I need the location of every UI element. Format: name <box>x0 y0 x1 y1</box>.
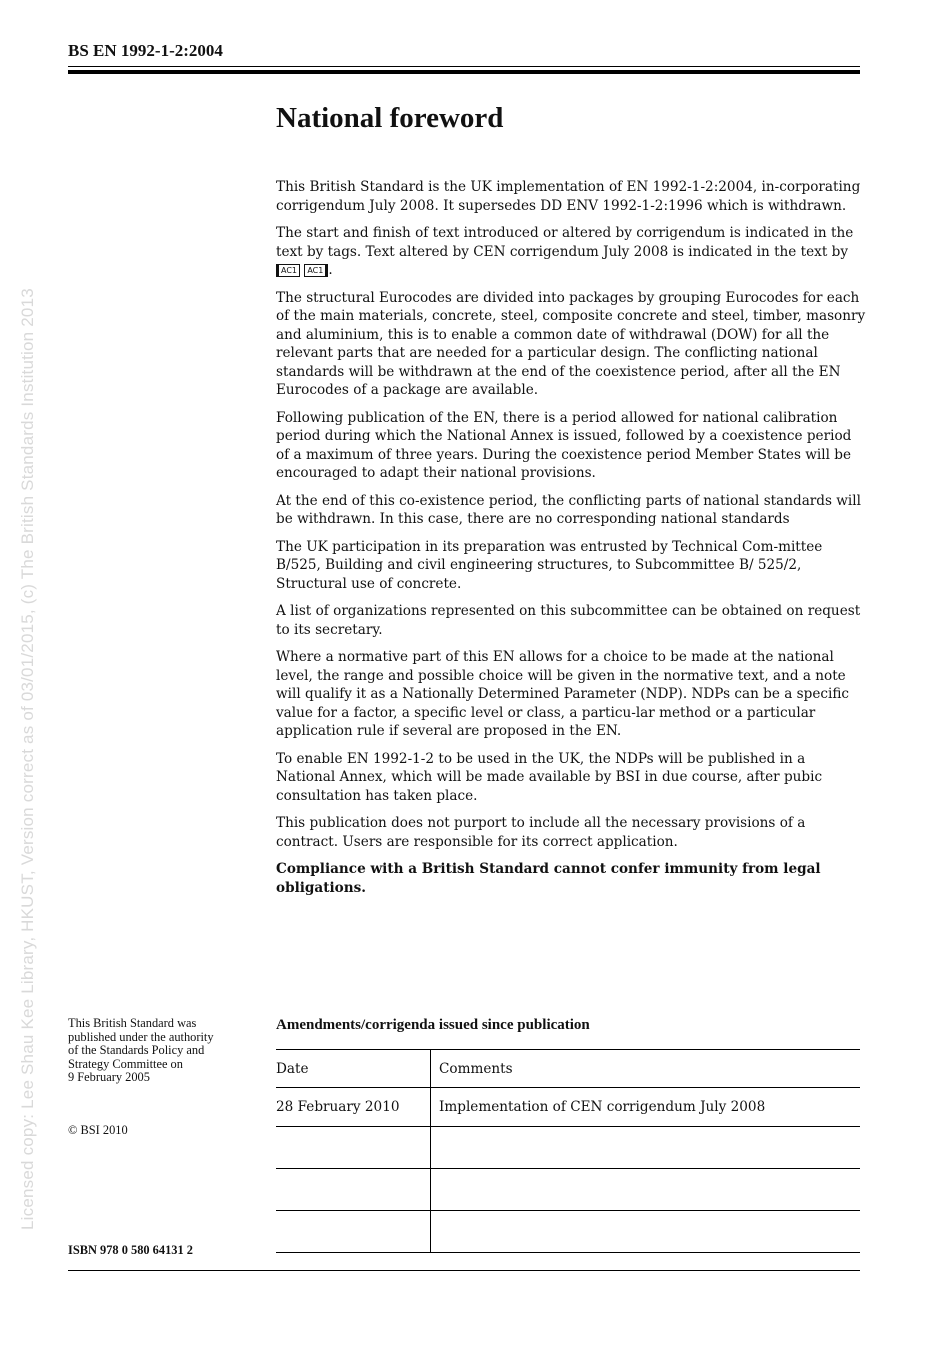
publication-note-line: of the Standards Policy and <box>68 1043 205 1057</box>
paragraph-eurocode-packages: The structural Eurocodes are divided into packages by grouping Eurocodes for each of the main materials, concrete, steel, composite concrete and steel, timber, masonry and aluminium, this is to enable a common date of withdrawal (DOW) for all the relevant parts that are needed for a particular design. The conflicting national standards will be withdrawn at the end of the coexistence period, after all the EN Eurocodes of a package are available. <box>276 289 866 398</box>
paragraph-coexistence-end: At the end of this co-existence period, the conflicting parts of national standards will be withdrawn. In this case, there are no corresponding national standards <box>276 492 861 527</box>
empty-cell <box>431 1169 861 1211</box>
empty-cell <box>276 1127 431 1169</box>
publication-note-line: This British Standard was <box>68 1016 197 1030</box>
paragraph-corrigendum-tags <box>276 224 866 280</box>
amendment-date: 28 February 2010 <box>276 1088 431 1127</box>
empty-cell <box>276 1211 431 1253</box>
paragraph-national-annex: To enable EN 1992-1-2 to be used in the UK, the NDPs will be published in a National Annex, which will be made available by BSI in due course, after pubic consultation has taken place. <box>276 750 823 804</box>
foreword-body <box>276 178 866 906</box>
corrigendum-open-tag-icon: AC1 <box>276 264 300 277</box>
paragraph-publication-period: Following publication of the EN, there is a period allowed for national calibration period during which the National Annex is issued, followed by a coexistence period of a maximum of three years. During the coexistence period Member States will be encouraged to adapt their national provisions. <box>276 409 852 481</box>
table-header-row <box>276 1050 860 1088</box>
license-watermark: Licensed copy: Lee Shau Kee Library, HKUST, Version correct as of 03/01/2015, (c) The British Standards Institution 2013 <box>18 288 37 1230</box>
header-rule-thick <box>68 70 860 74</box>
paragraph-uk-participation: The UK participation in its preparation was entrusted by Technical Com-mittee B/525, Building and civil engineering structures, to Subcommittee B/ 525/2, Structural use of concrete. <box>276 538 823 592</box>
isbn: ISBN 978 0 580 64131 2 <box>68 1243 193 1257</box>
amendment-comment: Implementation of CEN corrigendum July 2008 <box>431 1088 861 1127</box>
date-column-header: Date <box>276 1050 431 1088</box>
paragraph-corrigendum-text: The start and finish of text introduced or altered by corrigendum is indicated in the text by tags. Text altered by CEN corrigendum July 2008 is indicated in the text by <box>276 225 854 260</box>
paragraph-contract: This publication does not purport to include all the necessary provisions of a contract. Users are responsible for its correct application. <box>276 815 806 850</box>
publication-note <box>68 1017 258 1085</box>
amendments-table <box>276 1049 860 1253</box>
publication-note-line: published under the authority <box>68 1029 214 1044</box>
document-id: BS EN 1992-1-2:2004 <box>68 41 223 60</box>
publication-note-line: 9 February 2005 <box>68 1070 150 1084</box>
paragraph-corrigendum-end: . <box>328 262 333 278</box>
paragraph-organizations: A list of organizations represented on this subcommittee can be obtained on request to its secretary. <box>276 603 861 638</box>
table-row-empty <box>276 1211 860 1253</box>
header-rule-thin <box>68 66 860 67</box>
table-row <box>276 1088 860 1127</box>
table-row-empty <box>276 1127 860 1169</box>
page-title: National foreword <box>276 102 504 134</box>
comments-column-header: Comments <box>431 1050 861 1088</box>
empty-cell <box>431 1127 861 1169</box>
empty-cell <box>276 1169 431 1211</box>
copyright-notice: © BSI 2010 <box>68 1123 128 1137</box>
footer-rule <box>68 1270 860 1271</box>
empty-cell <box>431 1211 861 1253</box>
paragraph-compliance: Compliance with a British Standard cannot confer immunity from legal obligations. <box>276 861 821 896</box>
publication-note-line: Strategy Committee on <box>68 1056 183 1071</box>
table-row-empty <box>276 1169 860 1211</box>
paragraph-ndp: Where a normative part of this EN allows for a choice to be made at the national level, the range and possible choice will be given in the normative text, and a note will qualify it as a Nationally Determined Parameter (NDP). NDPs can be a specific value for a factor, a specific level or class, a particu-lar method or a particular application rule if several are proposed in the EN. <box>276 649 850 739</box>
corrigendum-close-tag-icon: AC1 <box>304 264 328 277</box>
amendments-title: Amendments/corrigenda issued since publication <box>276 1017 590 1033</box>
paragraph-implementation: This British Standard is the UK implementation of EN 1992-1-2:2004, in-corporating corrigendum July 2008. It supersedes DD ENV 1992-1-2:1996 which is withdrawn. <box>276 179 861 214</box>
